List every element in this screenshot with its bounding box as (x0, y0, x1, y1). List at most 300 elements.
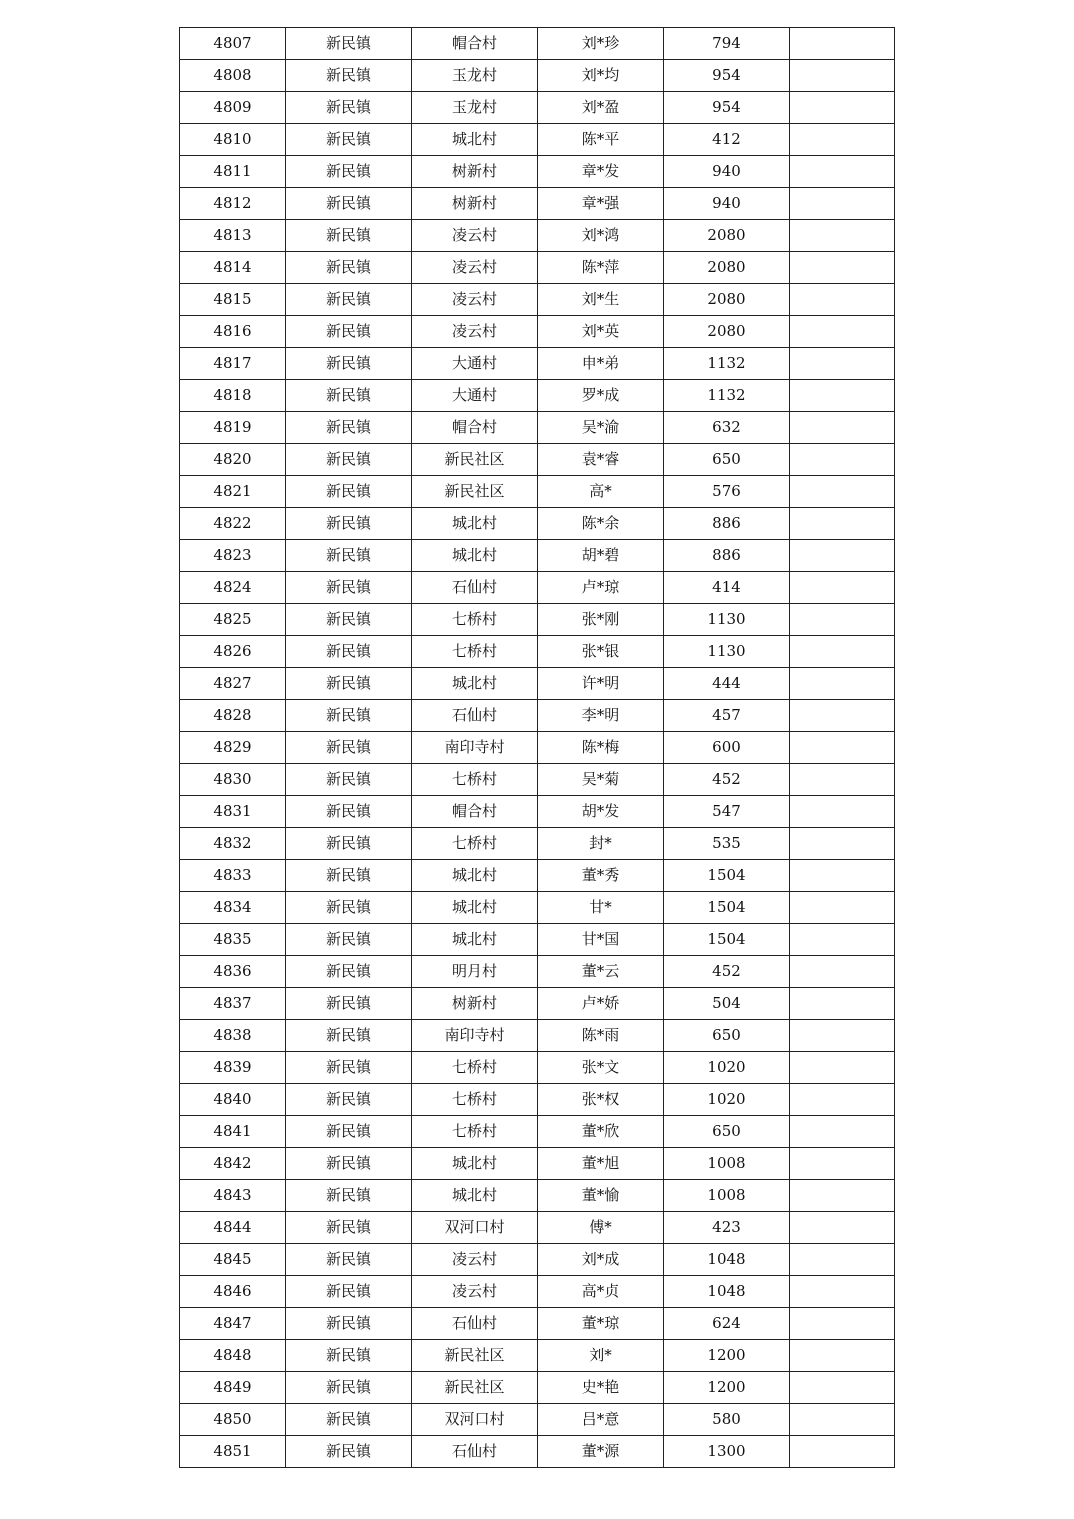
town-cell: 新民镇 (286, 1212, 412, 1244)
row-number-cell: 4845 (180, 1244, 286, 1276)
name-cell: 刘*成 (538, 1244, 664, 1276)
town-cell: 新民镇 (286, 444, 412, 476)
town-cell: 新民镇 (286, 1148, 412, 1180)
town-cell: 新民镇 (286, 92, 412, 124)
table-row (180, 636, 895, 668)
remark-cell (790, 636, 895, 668)
town-cell: 新民镇 (286, 796, 412, 828)
remark-cell (790, 1020, 895, 1052)
name-cell: 陈*雨 (538, 1020, 664, 1052)
name-cell: 刘*鸿 (538, 220, 664, 252)
remark-cell (790, 28, 895, 60)
town-cell: 新民镇 (286, 892, 412, 924)
table-row (180, 380, 895, 412)
name-cell: 许*明 (538, 668, 664, 700)
village-cell: 双河口村 (412, 1212, 538, 1244)
village-cell: 七桥村 (412, 1084, 538, 1116)
village-cell: 城北村 (412, 668, 538, 700)
name-cell: 封* (538, 828, 664, 860)
town-cell: 新民镇 (286, 828, 412, 860)
amount-cell: 1200 (664, 1372, 790, 1404)
amount-cell: 576 (664, 476, 790, 508)
name-cell: 刘*英 (538, 316, 664, 348)
amount-cell: 2080 (664, 220, 790, 252)
amount-cell: 940 (664, 188, 790, 220)
amount-cell: 452 (664, 956, 790, 988)
remark-cell (790, 764, 895, 796)
amount-cell: 632 (664, 412, 790, 444)
row-number-cell: 4820 (180, 444, 286, 476)
row-number-cell: 4812 (180, 188, 286, 220)
amount-cell: 504 (664, 988, 790, 1020)
amount-cell: 1008 (664, 1148, 790, 1180)
remark-cell (790, 604, 895, 636)
remark-cell (790, 732, 895, 764)
village-cell: 新民社区 (412, 444, 538, 476)
town-cell: 新民镇 (286, 1116, 412, 1148)
town-cell: 新民镇 (286, 732, 412, 764)
table-row (180, 540, 895, 572)
remark-cell (790, 828, 895, 860)
remark-cell (790, 284, 895, 316)
table-row (180, 572, 895, 604)
table-row (180, 668, 895, 700)
town-cell: 新民镇 (286, 764, 412, 796)
table-row (180, 28, 895, 60)
name-cell: 高* (538, 476, 664, 508)
village-cell: 城北村 (412, 1148, 538, 1180)
town-cell: 新民镇 (286, 1436, 412, 1468)
remark-cell (790, 348, 895, 380)
table-row (180, 988, 895, 1020)
table-row (180, 1212, 895, 1244)
row-number-cell: 4815 (180, 284, 286, 316)
remark-cell (790, 92, 895, 124)
name-cell: 董*愉 (538, 1180, 664, 1212)
name-cell: 刘*均 (538, 60, 664, 92)
name-cell: 董*琼 (538, 1308, 664, 1340)
amount-cell: 954 (664, 92, 790, 124)
name-cell: 卢*琼 (538, 572, 664, 604)
remark-cell (790, 476, 895, 508)
name-cell: 高*贞 (538, 1276, 664, 1308)
name-cell: 章*发 (538, 156, 664, 188)
name-cell: 吕*意 (538, 1404, 664, 1436)
amount-cell: 1020 (664, 1052, 790, 1084)
row-number-cell: 4818 (180, 380, 286, 412)
row-number-cell: 4846 (180, 1276, 286, 1308)
village-cell: 凌云村 (412, 252, 538, 284)
row-number-cell: 4807 (180, 28, 286, 60)
table-row (180, 956, 895, 988)
amount-cell: 886 (664, 540, 790, 572)
town-cell: 新民镇 (286, 540, 412, 572)
row-number-cell: 4851 (180, 1436, 286, 1468)
row-number-cell: 4817 (180, 348, 286, 380)
town-cell: 新民镇 (286, 220, 412, 252)
name-cell: 刘*珍 (538, 28, 664, 60)
document-page (179, 27, 894, 1468)
remark-cell (790, 188, 895, 220)
row-number-cell: 4832 (180, 828, 286, 860)
village-cell: 玉龙村 (412, 60, 538, 92)
town-cell: 新民镇 (286, 28, 412, 60)
amount-cell: 886 (664, 508, 790, 540)
name-cell: 董*源 (538, 1436, 664, 1468)
amount-cell: 1048 (664, 1244, 790, 1276)
table-row (180, 1372, 895, 1404)
town-cell: 新民镇 (286, 924, 412, 956)
remark-cell (790, 508, 895, 540)
town-cell: 新民镇 (286, 668, 412, 700)
table-row (180, 220, 895, 252)
amount-cell: 580 (664, 1404, 790, 1436)
remark-cell (790, 156, 895, 188)
table-row (180, 1052, 895, 1084)
village-cell: 城北村 (412, 508, 538, 540)
row-number-cell: 4813 (180, 220, 286, 252)
remark-cell (790, 1404, 895, 1436)
village-cell: 南印寺村 (412, 732, 538, 764)
table-row (180, 1404, 895, 1436)
table-row (180, 1244, 895, 1276)
table-row (180, 1308, 895, 1340)
amount-cell: 650 (664, 444, 790, 476)
town-cell: 新民镇 (286, 252, 412, 284)
remark-cell (790, 1340, 895, 1372)
name-cell: 卢*娇 (538, 988, 664, 1020)
village-cell: 玉龙村 (412, 92, 538, 124)
village-cell: 树新村 (412, 188, 538, 220)
name-cell: 刘*生 (538, 284, 664, 316)
table-row (180, 1436, 895, 1468)
amount-cell: 1020 (664, 1084, 790, 1116)
row-number-cell: 4822 (180, 508, 286, 540)
amount-cell: 2080 (664, 252, 790, 284)
name-cell: 吴*菊 (538, 764, 664, 796)
table-row (180, 796, 895, 828)
name-cell: 陈*平 (538, 124, 664, 156)
remark-cell (790, 572, 895, 604)
amount-cell: 2080 (664, 284, 790, 316)
row-number-cell: 4836 (180, 956, 286, 988)
village-cell: 七桥村 (412, 1052, 538, 1084)
table-row (180, 924, 895, 956)
table-row (180, 444, 895, 476)
amount-cell: 423 (664, 1212, 790, 1244)
remark-cell (790, 1148, 895, 1180)
village-cell: 凌云村 (412, 284, 538, 316)
village-cell: 帽合村 (412, 28, 538, 60)
town-cell: 新民镇 (286, 1372, 412, 1404)
row-number-cell: 4826 (180, 636, 286, 668)
remark-cell (790, 892, 895, 924)
remark-cell (790, 924, 895, 956)
village-cell: 新民社区 (412, 476, 538, 508)
row-number-cell: 4828 (180, 700, 286, 732)
row-number-cell: 4823 (180, 540, 286, 572)
village-cell: 城北村 (412, 924, 538, 956)
town-cell: 新民镇 (286, 1404, 412, 1436)
village-cell: 大通村 (412, 380, 538, 412)
name-cell: 傅* (538, 1212, 664, 1244)
town-cell: 新民镇 (286, 1244, 412, 1276)
amount-cell: 452 (664, 764, 790, 796)
village-cell: 树新村 (412, 156, 538, 188)
amount-cell: 1008 (664, 1180, 790, 1212)
row-number-cell: 4848 (180, 1340, 286, 1372)
amount-cell: 940 (664, 156, 790, 188)
row-number-cell: 4834 (180, 892, 286, 924)
row-number-cell: 4844 (180, 1212, 286, 1244)
amount-cell: 444 (664, 668, 790, 700)
row-number-cell: 4838 (180, 1020, 286, 1052)
table-row (180, 1340, 895, 1372)
row-number-cell: 4847 (180, 1308, 286, 1340)
table-row (180, 348, 895, 380)
remark-cell (790, 380, 895, 412)
amount-cell: 535 (664, 828, 790, 860)
town-cell: 新民镇 (286, 636, 412, 668)
name-cell: 陈*萍 (538, 252, 664, 284)
remark-cell (790, 1052, 895, 1084)
amount-cell: 650 (664, 1020, 790, 1052)
village-cell: 凌云村 (412, 220, 538, 252)
remark-cell (790, 220, 895, 252)
table-row (180, 764, 895, 796)
village-cell: 南印寺村 (412, 1020, 538, 1052)
village-cell: 城北村 (412, 860, 538, 892)
name-cell: 董*云 (538, 956, 664, 988)
village-cell: 石仙村 (412, 572, 538, 604)
row-number-cell: 4808 (180, 60, 286, 92)
village-cell: 凌云村 (412, 1244, 538, 1276)
remark-cell (790, 860, 895, 892)
name-cell: 张*银 (538, 636, 664, 668)
village-cell: 双河口村 (412, 1404, 538, 1436)
remark-cell (790, 316, 895, 348)
village-cell: 七桥村 (412, 828, 538, 860)
row-number-cell: 4842 (180, 1148, 286, 1180)
amount-cell: 954 (664, 60, 790, 92)
town-cell: 新民镇 (286, 1020, 412, 1052)
amount-cell: 412 (664, 124, 790, 156)
row-number-cell: 4835 (180, 924, 286, 956)
table-row (180, 1084, 895, 1116)
row-number-cell: 4850 (180, 1404, 286, 1436)
name-cell: 甘*国 (538, 924, 664, 956)
row-number-cell: 4821 (180, 476, 286, 508)
village-cell: 帽合村 (412, 796, 538, 828)
table-row (180, 1116, 895, 1148)
amount-cell: 1130 (664, 636, 790, 668)
name-cell: 刘*盈 (538, 92, 664, 124)
village-cell: 七桥村 (412, 1116, 538, 1148)
town-cell: 新民镇 (286, 284, 412, 316)
amount-cell: 1130 (664, 604, 790, 636)
remark-cell (790, 444, 895, 476)
remark-cell (790, 796, 895, 828)
amount-cell: 1200 (664, 1340, 790, 1372)
name-cell: 吴*渝 (538, 412, 664, 444)
remark-cell (790, 1308, 895, 1340)
row-number-cell: 4810 (180, 124, 286, 156)
village-cell: 城北村 (412, 892, 538, 924)
town-cell: 新民镇 (286, 380, 412, 412)
row-number-cell: 4814 (180, 252, 286, 284)
remark-cell (790, 1212, 895, 1244)
remark-cell (790, 60, 895, 92)
row-number-cell: 4829 (180, 732, 286, 764)
name-cell: 张*文 (538, 1052, 664, 1084)
remark-cell (790, 412, 895, 444)
remark-cell (790, 1372, 895, 1404)
remark-cell (790, 540, 895, 572)
table-row (180, 156, 895, 188)
name-cell: 董*秀 (538, 860, 664, 892)
table-body (180, 28, 895, 1468)
name-cell: 陈*余 (538, 508, 664, 540)
village-cell: 石仙村 (412, 1436, 538, 1468)
row-number-cell: 4816 (180, 316, 286, 348)
remark-cell (790, 668, 895, 700)
name-cell: 陈*梅 (538, 732, 664, 764)
row-number-cell: 4831 (180, 796, 286, 828)
village-cell: 城北村 (412, 540, 538, 572)
table-row (180, 188, 895, 220)
town-cell: 新民镇 (286, 1180, 412, 1212)
remark-cell (790, 252, 895, 284)
name-cell: 董*欣 (538, 1116, 664, 1148)
village-cell: 城北村 (412, 1180, 538, 1212)
village-cell: 石仙村 (412, 700, 538, 732)
amount-cell: 1132 (664, 348, 790, 380)
name-cell: 胡*发 (538, 796, 664, 828)
village-cell: 凌云村 (412, 316, 538, 348)
row-number-cell: 4841 (180, 1116, 286, 1148)
table-row (180, 252, 895, 284)
row-number-cell: 4843 (180, 1180, 286, 1212)
remark-cell (790, 988, 895, 1020)
name-cell: 罗*成 (538, 380, 664, 412)
town-cell: 新民镇 (286, 956, 412, 988)
amount-cell: 547 (664, 796, 790, 828)
town-cell: 新民镇 (286, 124, 412, 156)
remark-cell (790, 1244, 895, 1276)
table-row (180, 316, 895, 348)
name-cell: 章*强 (538, 188, 664, 220)
name-cell: 袁*睿 (538, 444, 664, 476)
row-number-cell: 4839 (180, 1052, 286, 1084)
town-cell: 新民镇 (286, 988, 412, 1020)
table-row (180, 1180, 895, 1212)
row-number-cell: 4811 (180, 156, 286, 188)
row-number-cell: 4819 (180, 412, 286, 444)
remark-cell (790, 1276, 895, 1308)
table-row (180, 732, 895, 764)
village-cell: 新民社区 (412, 1372, 538, 1404)
table-row (180, 1020, 895, 1052)
remark-cell (790, 124, 895, 156)
town-cell: 新民镇 (286, 572, 412, 604)
amount-cell: 1300 (664, 1436, 790, 1468)
town-cell: 新民镇 (286, 412, 412, 444)
amount-cell: 650 (664, 1116, 790, 1148)
town-cell: 新民镇 (286, 60, 412, 92)
village-cell: 城北村 (412, 124, 538, 156)
town-cell: 新民镇 (286, 1308, 412, 1340)
town-cell: 新民镇 (286, 604, 412, 636)
row-number-cell: 4833 (180, 860, 286, 892)
village-cell: 七桥村 (412, 764, 538, 796)
name-cell: 甘* (538, 892, 664, 924)
table-row (180, 60, 895, 92)
village-cell: 树新村 (412, 988, 538, 1020)
name-cell: 董*旭 (538, 1148, 664, 1180)
table-row (180, 412, 895, 444)
amount-cell: 2080 (664, 316, 790, 348)
town-cell: 新民镇 (286, 1276, 412, 1308)
town-cell: 新民镇 (286, 1340, 412, 1372)
remark-cell (790, 1436, 895, 1468)
table-row (180, 284, 895, 316)
town-cell: 新民镇 (286, 476, 412, 508)
name-cell: 李*明 (538, 700, 664, 732)
table-row (180, 124, 895, 156)
row-number-cell: 4830 (180, 764, 286, 796)
table-row (180, 828, 895, 860)
table-row (180, 1276, 895, 1308)
name-cell: 胡*碧 (538, 540, 664, 572)
name-cell: 张*权 (538, 1084, 664, 1116)
table-row (180, 92, 895, 124)
village-cell: 大通村 (412, 348, 538, 380)
table-row (180, 860, 895, 892)
town-cell: 新民镇 (286, 316, 412, 348)
amount-cell: 1504 (664, 860, 790, 892)
amount-cell: 1132 (664, 380, 790, 412)
data-table (179, 27, 895, 1468)
village-cell: 七桥村 (412, 636, 538, 668)
amount-cell: 1504 (664, 924, 790, 956)
table-row (180, 508, 895, 540)
remark-cell (790, 1116, 895, 1148)
row-number-cell: 4824 (180, 572, 286, 604)
remark-cell (790, 956, 895, 988)
table-row (180, 700, 895, 732)
village-cell: 凌云村 (412, 1276, 538, 1308)
row-number-cell: 4827 (180, 668, 286, 700)
amount-cell: 794 (664, 28, 790, 60)
name-cell: 申*弟 (538, 348, 664, 380)
town-cell: 新民镇 (286, 860, 412, 892)
remark-cell (790, 1084, 895, 1116)
town-cell: 新民镇 (286, 156, 412, 188)
name-cell: 史*艳 (538, 1372, 664, 1404)
town-cell: 新民镇 (286, 1084, 412, 1116)
table-row (180, 892, 895, 924)
row-number-cell: 4809 (180, 92, 286, 124)
table-row (180, 476, 895, 508)
name-cell: 刘* (538, 1340, 664, 1372)
table-row (180, 1148, 895, 1180)
amount-cell: 1048 (664, 1276, 790, 1308)
row-number-cell: 4825 (180, 604, 286, 636)
row-number-cell: 4837 (180, 988, 286, 1020)
amount-cell: 600 (664, 732, 790, 764)
table-row (180, 604, 895, 636)
row-number-cell: 4840 (180, 1084, 286, 1116)
